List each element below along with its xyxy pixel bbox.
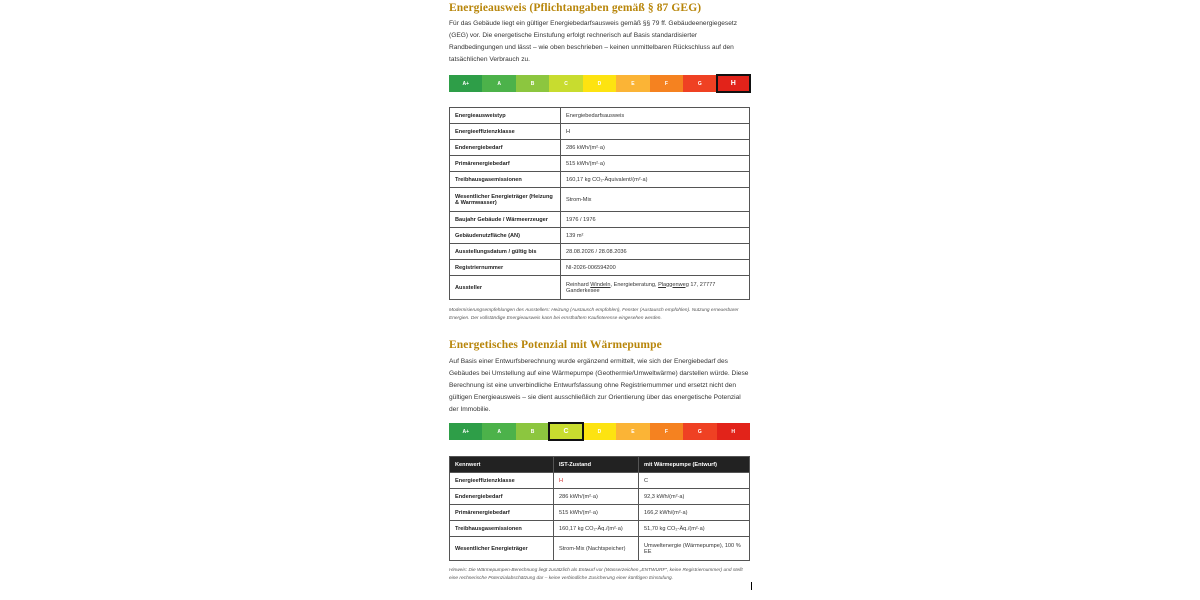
cell-k: Primärenergiebedarf (450, 505, 554, 521)
cell-b: 51,70 kg CO₂-Äq./(m²·a) (639, 521, 750, 537)
row-value: 286 kWh/(m²·a) (561, 140, 750, 156)
table-row (450, 505, 750, 521)
value-part: Windeln (590, 281, 611, 288)
col-header-wp: mit Wärmepumpe (Entwurf) (639, 457, 750, 473)
section1-note: Modernisierungsempfehlungen des Ausstellers: Heizung (Austausch empfohlen), Fenster (Austausch empfohlen). Nutzung erneuerbarer Energien. Der vollständige Energieausweis kann bei ernsthaftem Kaufinteresse eingesehen werden. (449, 308, 739, 321)
row-key: Gebäudenutzfläche (AN) (450, 228, 561, 244)
table-row (450, 156, 750, 172)
cell-b: 166,2 kWh/(m²·a) (639, 505, 750, 521)
table-row (450, 521, 750, 537)
table-row (450, 489, 750, 505)
cell-b: C (639, 473, 750, 489)
row-value: 139 m² (561, 228, 750, 244)
scale-class-e: E (616, 75, 649, 92)
row-value: NI-2026-006594200 (561, 260, 750, 276)
cell-a: Strom-Mix (Nachtspeicher) (554, 537, 639, 561)
table-row (450, 140, 750, 156)
efficiency-scale-1 (449, 75, 750, 92)
cell-b: Umweltenergie (Wärmepumpe), 100 % EE (639, 537, 750, 561)
section2-note: Hinweis: Die Wärmepumpen-Berechnung liegt zusätzlich als Entwurf vor (Wasserzeichen „ENTWURF“, keine Registriernummer) und stellt eine rechnerische Potenzialabschätzung dar – keine verbindliche Zusicherung einer künftigen Einstufung. (449, 568, 743, 581)
cell-k: Wesentlicher Energieträger (450, 537, 554, 561)
scale-class-a: A (482, 75, 515, 92)
scale-class-f: F (650, 75, 683, 92)
scale-class-d: D (583, 75, 616, 92)
section2-paragraph: Auf Basis einer Entwurfsberechnung wurde ergänzend ermittelt, wie sich der Energiebedarf des Gebäudes bei Umstellung auf eine Wärmepumpe (Geothermie/Umweltwärme) darstellen würde. Diese Berechnung ist eine unverbindliche Entwurfsfassung ohne Registriernummer und ersetzt nicht den gültigen Energieausweis – sie dient ausschließlich zur Orientierung über das energetische Potenzial der Immobilie. (449, 358, 749, 414)
value-part: Reinhard (566, 281, 591, 288)
cell-b: 92,3 kWh/(m²·a) (639, 489, 750, 505)
table-row (450, 172, 750, 188)
cell-k: Treibhausgasemissionen (450, 521, 554, 537)
col-header-ist: IST-Zustand (554, 457, 639, 473)
cell-k: Endenergiebedarf (450, 489, 554, 505)
row-key: Ausstellungsdatum / gültig bis (450, 244, 561, 260)
scale-class-b: B (516, 423, 549, 440)
cell-a: 515 kWh/(m²·a) (554, 505, 639, 521)
scale-class-g: G (683, 75, 716, 92)
row-key: Energieausweistyp (450, 108, 561, 124)
section1-heading: Energieausweis (Pflichtangaben gemäß § 87 GEG) (449, 2, 702, 14)
row-key: Endenergiebedarf (450, 140, 561, 156)
table-row (450, 188, 750, 212)
row-key: Energieeffizienzklasse (450, 124, 561, 140)
energy-certificate-table (449, 107, 750, 300)
value-part: , Energieberatung, (610, 281, 659, 288)
section1-paragraph: Für das Gebäude liegt ein gültiger Energiebedarfsausweis gemäß §§ 79 ff. Gebäudeenergiegesetz (GEG) vor. Die energetische Einstufung erfolgt rechnerisch auf Basis standardisierter Randbedingungen und lässt – wie oben beschrieben – keinen unmittelbaren Rückschluss auf den tatsächlichen Verbrauch zu. (449, 20, 737, 64)
table-row (450, 537, 750, 561)
row-key: Aussteller (450, 276, 561, 300)
cell-a: 286 kWh/(m²·a) (554, 489, 639, 505)
row-value: 28.08.2026 / 28.08.2036 (561, 244, 750, 260)
table-row (450, 473, 750, 489)
table-row (450, 212, 750, 228)
col-header-kennwert: Kennwert (450, 457, 554, 473)
scale-class-g: G (683, 423, 716, 440)
row-value: 160,17 kg CO₂-Äquivalent/(m²·a) (561, 172, 750, 188)
cell-k: Energieeffizienzklasse (450, 473, 554, 489)
text-cursor (751, 582, 752, 590)
section2-heading: Energetisches Potenzial mit Wärmepumpe (449, 339, 662, 351)
row-key: Treibhausgasemissionen (450, 172, 561, 188)
scale-class-h: H (717, 75, 750, 92)
row-value: 515 kWh/(m²·a) (561, 156, 750, 172)
scale-class-d: D (583, 423, 616, 440)
table-row (450, 260, 750, 276)
scale-class-h: H (717, 423, 750, 440)
row-key: Registriernummer (450, 260, 561, 276)
scale-class-b: B (516, 75, 549, 92)
value-part: Plaggenweg (658, 281, 689, 288)
row-value: 1976 / 1976 (561, 212, 750, 228)
heatpump-comparison-table (449, 456, 750, 561)
table-row (450, 228, 750, 244)
scale-class-aplus: A+ (449, 423, 482, 440)
cell-a: 160,17 kg CO₂-Äq./(m²·a) (554, 521, 639, 537)
row-value: H (561, 124, 750, 140)
table-row (450, 124, 750, 140)
scale-class-a: A (482, 423, 515, 440)
table-row (450, 244, 750, 260)
row-value: Energiebedarfsausweis (561, 108, 750, 124)
table-row (450, 276, 750, 300)
scale-class-f: F (650, 423, 683, 440)
scale-class-c: C (549, 75, 582, 92)
row-key: Wesentlicher Energieträger (Heizung & Warmwasser) (450, 188, 561, 212)
table-row (450, 108, 750, 124)
value-part: 17, 27777 Ganderkesee (566, 281, 716, 294)
row-key: Baujahr Gebäude / Wärmeerzeuger (450, 212, 561, 228)
row-value: Strom-Mix (561, 188, 750, 212)
scale-class-aplus: A+ (449, 75, 482, 92)
scale-class-e: E (616, 423, 649, 440)
scale-class-c: C (549, 423, 582, 440)
cell-a: H (554, 473, 639, 489)
row-key: Primärenergiebedarf (450, 156, 561, 172)
row-value (561, 276, 750, 300)
efficiency-scale-2 (449, 423, 750, 440)
